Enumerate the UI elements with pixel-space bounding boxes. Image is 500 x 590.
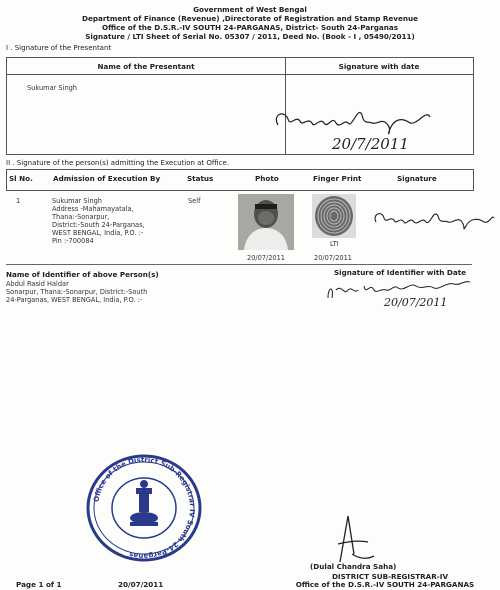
executant-status: Self	[188, 197, 201, 205]
separator-line	[6, 264, 472, 265]
col-status: Status	[187, 174, 214, 183]
col-finger-print: Finger Print	[313, 174, 362, 183]
executant-address-5: Pin :-700084	[52, 237, 94, 245]
officer-title: DISTRICT SUB-REGISTRAR-IV	[331, 572, 449, 581]
photo-date: 20/07/2011	[247, 254, 286, 262]
identifier-address-1: Sonarpur, Thana:-Sonarpur, District:-South	[6, 288, 148, 296]
executant-address-4: WEST BENGAL, India, P.O. :-	[52, 229, 144, 237]
identifier-signature	[324, 276, 484, 310]
executant-name: Sukumar Singh	[52, 197, 102, 205]
section1-title: I . Signature of the Presentant	[6, 44, 112, 52]
col-sl-no: Sl No.	[9, 174, 33, 183]
col-signature-with-date: Signature with date	[338, 62, 420, 71]
col-signature: Signature	[397, 174, 437, 183]
executant-address-1: Address -Mahamayatala,	[52, 205, 134, 213]
fingerprint-label: LTI	[330, 240, 339, 248]
seal-text: Office of the District Sub-Registrar IV South 24-Parganas	[92, 455, 197, 561]
executant-photo	[238, 194, 294, 250]
presentant-signature	[270, 95, 450, 155]
presentant-header-divider	[7, 74, 473, 75]
header-line-serial: Signature / LTI Sheet of Serial No. 05307 / 2011, Deed No. (Book - I , 05490/2011)	[85, 32, 415, 41]
identifier-name: Abdul Rasid Haldar	[6, 280, 69, 288]
page-number: Page 1 of 1	[16, 580, 62, 589]
executant-signature	[372, 204, 496, 234]
office-seal-stamp	[84, 452, 204, 564]
execution-table-header	[6, 169, 474, 191]
executant-address-3: District:-South 24-Parganas,	[52, 221, 145, 229]
fingerprint-icon	[312, 194, 356, 238]
header-line-government: Government of West Bengal	[193, 5, 307, 14]
section2-title: II . Signature of the person(s) admitting the Execution at Office.	[6, 159, 230, 167]
identifier-address-2: 24-Parganas, WEST BENGAL, India, P.O. :-	[6, 296, 143, 304]
presentant-name: Sukumar Singh	[27, 84, 77, 92]
col-admission-by: Admission of Execution By	[53, 174, 161, 183]
executant-address-2: Thana:-Sonarpur,	[52, 213, 110, 221]
header-line-department: Department of Finance (Revenue) ,Directorate of Registration and Stamp Revenue	[82, 14, 418, 23]
presentant-signature-date: 20/7/2011	[332, 135, 409, 153]
identifier-signature-title: Signature of Identifier with Date	[334, 268, 467, 277]
officer-office: Office of the D.S.R.-IV SOUTH 24-PARGANAS	[295, 580, 475, 589]
fingerprint-date: 20/07/2011	[314, 254, 353, 262]
col-presentant-name: Name of the Presentant	[97, 62, 195, 71]
identifier-title: Name of Identifier of above Person(s)	[6, 270, 159, 279]
officer-name: (Dulal Chandra Saha)	[310, 562, 397, 571]
col-photo: Photo	[255, 174, 279, 183]
footer-date: 20/07/2011	[118, 580, 164, 589]
header-line-office: Office of the D.S.R.-IV SOUTH 24-PARGANAS, District- South 24-Parganas	[102, 23, 398, 32]
identifier-signature-date: 20/07/2011	[384, 296, 448, 309]
officer-signature	[318, 514, 378, 566]
row-sl-no: 1	[16, 197, 21, 205]
